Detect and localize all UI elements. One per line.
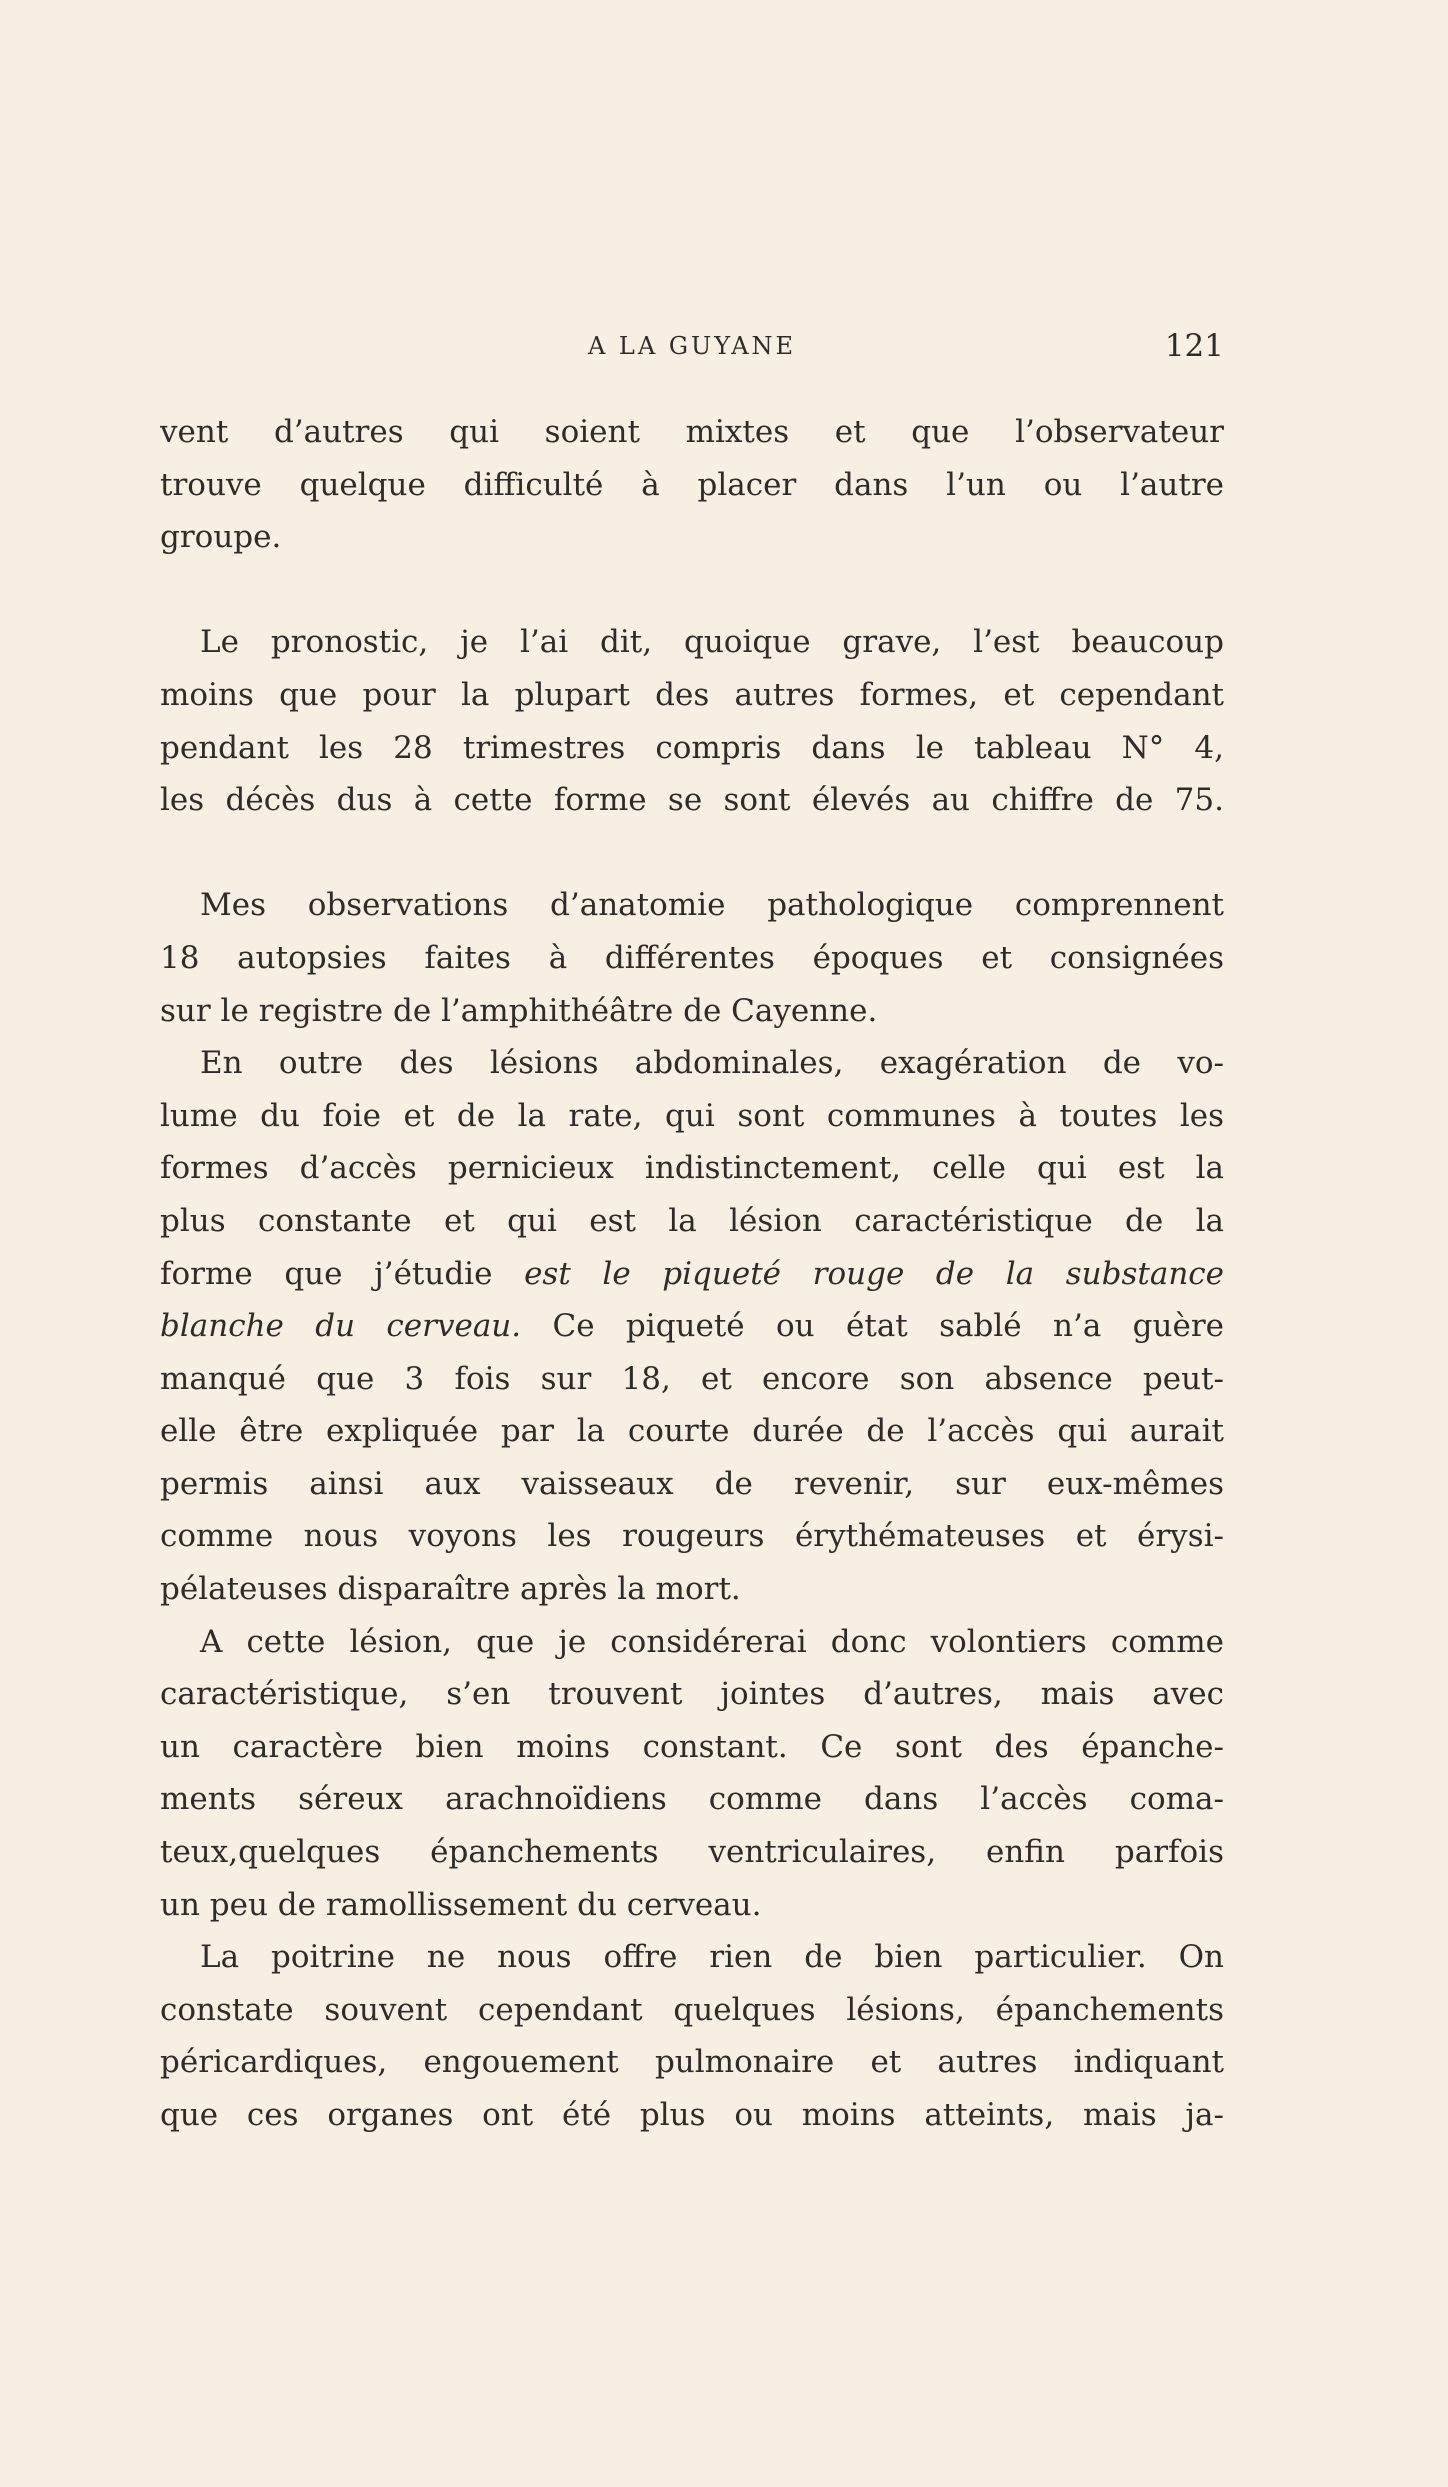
text-line: que ces organes ont été plus ou moins atteints, mais ja- xyxy=(160,2097,1224,2133)
text-line: moins que pour la plupart des autres formes, et cependant xyxy=(160,676,1224,713)
text-run: Ce piqueté ou état sablé n’a guère xyxy=(521,1308,1224,1345)
text-line: groupe. xyxy=(160,519,282,556)
text-line: sur le registre de l’amphithéâtre de Cayenne. xyxy=(160,992,878,1029)
text-line: En outre des lésions abdominales, exagération de vo- xyxy=(200,1045,1224,1082)
text-line: ments séreux arachnoïdiens comme dans l’accès coma- xyxy=(160,1781,1224,1818)
text-line: manqué que 3 fois sur 18, et encore son absence peut- xyxy=(160,1360,1224,1397)
text-line: caractéristique, s’en trouvent jointes d’autres, mais avec xyxy=(160,1676,1224,1713)
text-run: forme que j’étudie xyxy=(160,1255,525,1292)
italic-run: blanche du cerveau. xyxy=(160,1308,522,1345)
text-line: Le pronostic, je l’ai dit, quoique grave, l’est beaucoup xyxy=(200,624,1224,661)
page-number: 121 xyxy=(1164,328,1224,364)
text-line-mixed xyxy=(160,1248,1224,1301)
text-line: formes d’accès pernicieux indistinctement, celle qui est la xyxy=(160,1150,1224,1187)
text-line: elle être expliquée par la courte durée de l’accès qui aurait xyxy=(160,1413,1224,1450)
text-line: 18 autopsies faites à différentes époques et consignées xyxy=(160,939,1224,976)
text-line: vent d’autres qui soient mixtes et que l’observateur xyxy=(160,414,1224,450)
text-line: plus constante et qui est la lésion caractéristique de la xyxy=(160,1202,1224,1239)
text-line: lume du foie et de la rate, qui sont communes à toutes les xyxy=(160,1097,1224,1134)
text-line: les décès dus à cette forme se sont élevés au chiffre de 75. xyxy=(160,782,1224,819)
text-line: A cette lésion, que je considérerai donc volontiers comme xyxy=(200,1623,1224,1660)
body-text xyxy=(160,406,1224,2142)
text-line: pélateuses disparaître après la mort. xyxy=(160,1571,741,1608)
text-line: permis ainsi aux vaisseaux de revenir, sur eux-mêmes xyxy=(160,1465,1224,1502)
text-line: Mes observations d’anatomie pathologique comprennent xyxy=(200,887,1224,924)
italic-run: est le piqueté rouge de la substance xyxy=(524,1255,1224,1292)
text-line: comme nous voyons les rougeurs érythémateuses et érysi- xyxy=(160,1518,1224,1555)
running-head xyxy=(160,328,1224,368)
text-line: péricardiques, engouement pulmonaire et autres indiquant xyxy=(160,2044,1224,2081)
text-line: un peu de ramollissement du cerveau. xyxy=(160,1886,762,1923)
text-line: constate souvent cependant quelques lésions, épanchements xyxy=(160,1991,1224,2028)
text-line: teux,quelques épanchements ventriculaires, enfin parfois xyxy=(160,1834,1224,1871)
text-line: trouve quelque difficulté à placer dans l’un ou l’autre xyxy=(160,466,1224,503)
text-line-mixed xyxy=(160,1300,1224,1353)
running-title: A LA GUYANE xyxy=(587,332,797,360)
text-line: un caractère bien moins constant. Ce sont des épanche- xyxy=(160,1728,1224,1765)
text-line: La poitrine ne nous offre rien de bien particulier. On xyxy=(200,1939,1224,1976)
text-line: pendant les 28 trimestres compris dans le tableau N° 4, xyxy=(160,729,1224,766)
